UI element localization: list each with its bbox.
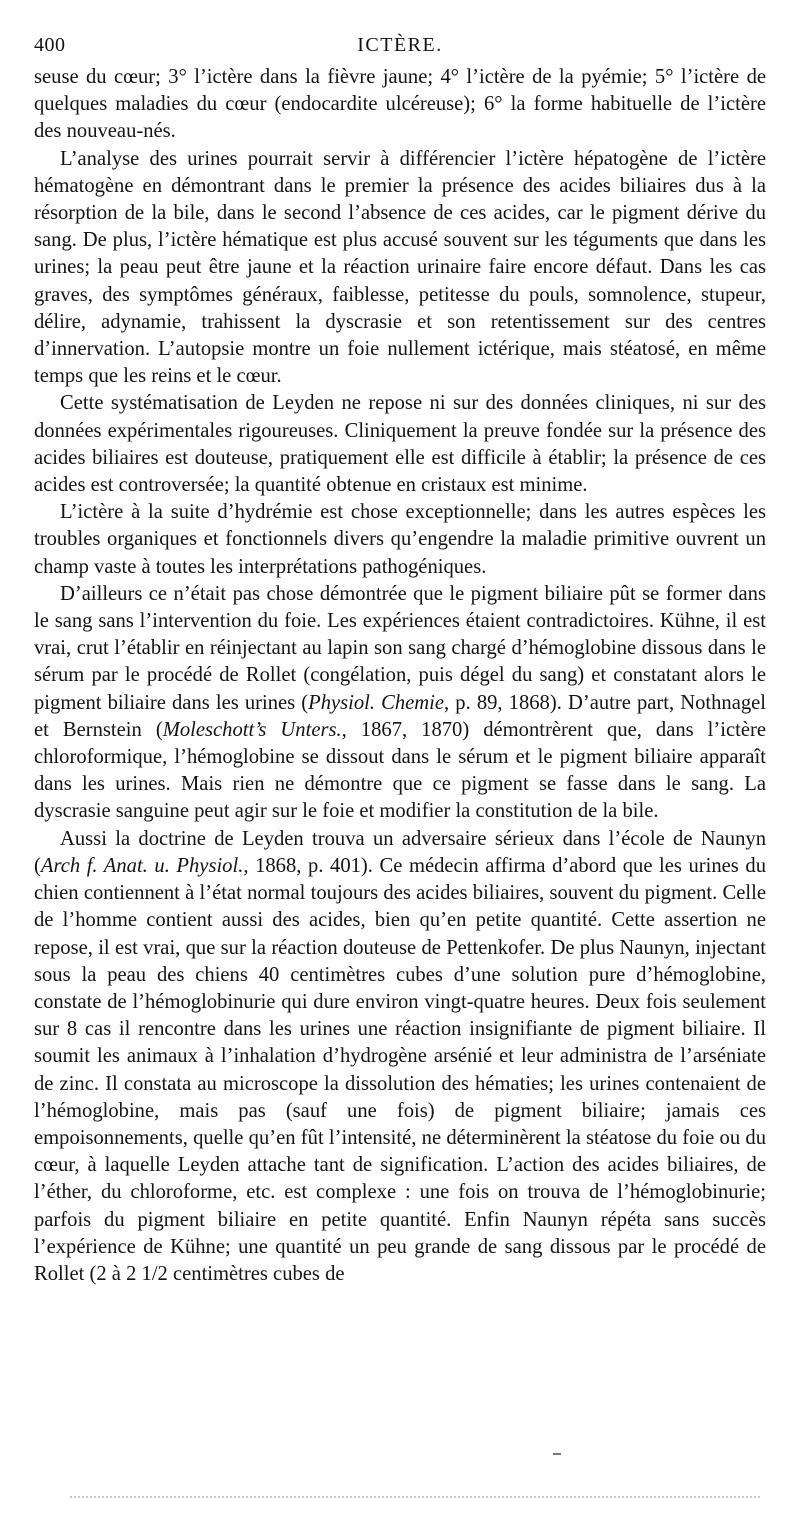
body-text	[34, 64, 766, 1288]
citation-italic: Arch f. Anat. u. Physiol.	[40, 854, 244, 877]
paragraph	[34, 581, 766, 826]
paragraph-text: D’ailleurs ce n’était pas chose démontrée que le pigment biliaire pût se former dans le sang sans l’intervention du foie. Les expériences étaient contradictoires. Kühne, il est vrai, crut l’établir en réinjectant au lapin son sang chargé d’hémoglobine dissous dans le sérum par le procédé de Rollet (congélation, puis dégel du sang) et constatant alors le pigment biliaire dans les urines (	[34, 582, 766, 714]
paragraph-text: , 1868, p. 401). Ce médecin affirma d’abord que les urines du chien contiennent à l’état normal toujours des acides biliaires, souvent du pigment. Celle de l’homme contient aussi des acides, bien qu’en petite quantité. Cette assertion ne repose, il est vrai, que sur la réaction douteuse de Pettenkofer. De plus Naunyn, injectant sous la peau des chiens 40 centimètres cubes d’une solution pure d’hémoglobine, constate de l’hémoglobinurie qui dure environ vingt-quatre heures. Deux fois seulement sur 8 cas il rencontre dans les urines une réaction insignifiante de pigment biliaire. Il soumit les animaux à l’inhalation d’hydrogène arsénié et leur administra de l’arséniate de zinc. Il constata au microscope la dissolution des hématies; les urines contenaient de l’hémoglobine, mais pas (sauf une fois) de pigment biliaire; jamais ces empoisonnements, quelle qu’en fût l’intensité, ne déterminèrent la stéatose du foie ou du cœur, à laquelle Leyden attache tant de signification. L’action des acides biliaires, de l’éther, du chloroforme, etc. est complexe : une fois on trouva de l’hémoglobinurie; parfois du pigment biliaire en petite quantité. Enfin Naunyn répéta sans succès l’expérience de Kühne; une quantité un peu grande de sang dissous par le procédé de Rollet (2 à 2 1/2 centimètres cubes de	[34, 854, 766, 1285]
running-head	[34, 30, 766, 64]
citation-italic: Physiol. Chemie	[308, 691, 445, 714]
page-number: 400	[34, 34, 66, 56]
paragraph-text: Aussi la doctrine de Leyden trouva un adversaire sérieux dans l’école de Naunyn (	[34, 827, 766, 877]
paragraph	[34, 64, 766, 146]
running-title: ICTÈRE.	[357, 34, 443, 56]
book-page	[34, 30, 766, 1288]
print-artifact-dots	[70, 1496, 760, 1506]
paragraph	[34, 390, 766, 499]
paragraph-text: , p. 89, 1868). D’autre part, Nothnagel et Bernstein (	[34, 691, 766, 741]
paragraph-text: L’ictère à la suite d’hydrémie est chose exceptionnelle; dans les autres espèces les troubles organiques et fonctionnels divers qu’engendre la maladie primitive ouvrent un champ vaste à toutes les interprétations pathogéniques.	[34, 501, 766, 578]
print-artifact-dash	[553, 1453, 561, 1455]
paragraph-text: L’analyse des urines pourrait servir à différencier l’ictère hépatogène de l’ictère hématogène en démontrant dans le premier la présence des acides biliaires dus à la résorption de la bile, dans le second l’absence de ces acides, car le pigment dérive du sang. De plus, l’ictère hématique est plus accusé souvent sur les téguments que dans les urines; la peau peut être jaune et la réaction urinaire faire encore défaut. Dans les cas graves, des symptômes généraux, faiblesse, petitesse du pouls, somnolence, stupeur, délire, adynamie, trahissent la dyscrasie et son retentissement sur des centres d’innervation. L’autopsie montre un foie nullement ictérique, mais stéatosé, en même temps que les reins et le cœur.	[34, 147, 766, 388]
paragraph	[34, 499, 766, 581]
paragraph	[34, 146, 766, 391]
paragraph-text: , 1867, 1870) démontrèrent que, dans l’ictère chloroformique, l’hémoglobine se dissout dans le sérum et le pigment biliaire apparaît dans les urines. Mais rien ne démontre que ce pigment se fasse dans le sang. La dyscrasie sanguine peut agir sur le foie et modifier la constitution de la bile.	[34, 718, 766, 823]
citation-italic: Moleschott’s Unters.	[162, 718, 342, 741]
paragraph	[34, 826, 766, 1288]
paragraph-text: seuse du cœur; 3° l’ictère dans la fièvre jaune; 4° l’ictère de la pyémie; 5° l’ictère de quelques maladies du cœur (endocardite ulcéreuse); 6° la forme habituelle de l’ictère des nouveau-nés.	[34, 66, 766, 143]
paragraph-text: Cette systématisation de Leyden ne repose ni sur des données cliniques, ni sur des données expérimentales rigoureuses. Cliniquement la preuve fondée sur la présence des acides biliaires est douteuse, pratiquement elle est difficile à établir; la présence de ces acides est controversée; la quantité obtenue en cristaux est minime.	[34, 392, 766, 497]
